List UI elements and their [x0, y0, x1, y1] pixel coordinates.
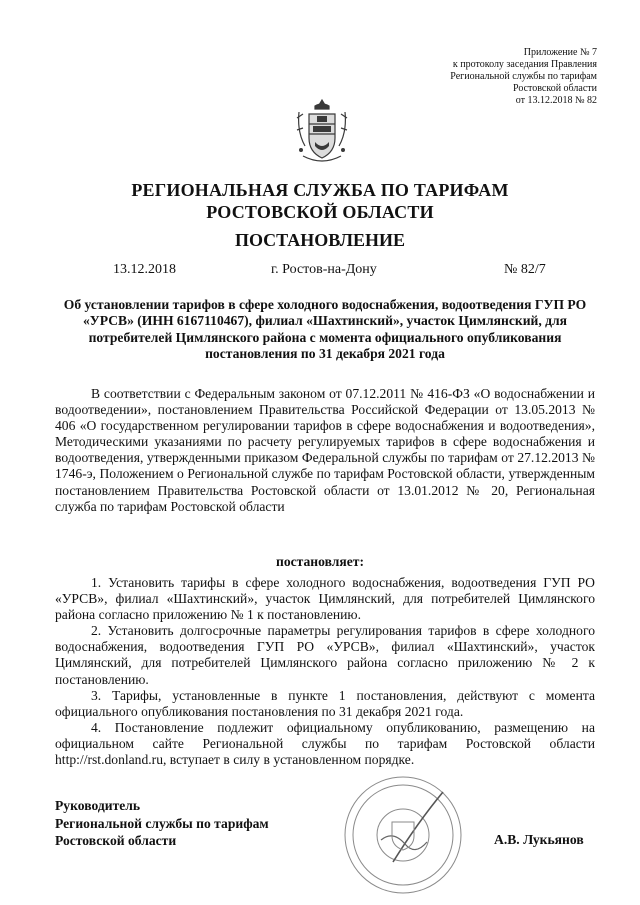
- signer-line: Руководитель: [55, 798, 141, 813]
- resolution-item: 1. Установить тарифы в сфере холодного водоснабжения, водоотведения ГУП РО «УРСВ», филиал «Шахтинский», участок Цимлянский, для потребителей Цимлянского района согласно приложению № 1 к постановлению.: [55, 575, 595, 623]
- resolution-item: 3. Тарифы, установленные в пункте 1 постановления, действуют с момента официального опубликования постановления по 31 декабря 2021 года.: [55, 687, 595, 719]
- signer-title: [55, 797, 269, 850]
- organization-name: [0, 179, 640, 223]
- annex-line: от 13.12.2018 № 82: [515, 95, 597, 106]
- org-line: РЕГИОНАЛЬНАЯ СЛУЖБА ПО ТАРИФАМ: [131, 180, 509, 200]
- signer-line: Ростовской области: [55, 833, 177, 848]
- resolution-items: [55, 575, 595, 768]
- annex-note: [337, 47, 597, 107]
- org-line: РОСТОВСКОЙ ОБЛАСТИ: [206, 202, 434, 222]
- resolution-item: 4. Постановление подлежит официальному опубликованию, размещению на официальном сайте Региональной службы по тарифам Ростовской области http://rst.donland.ru, вступает в силу в установленном порядке.: [55, 719, 595, 768]
- document-date: 13.12.2018: [113, 262, 176, 277]
- resolution-item: 2. Установить долгосрочные параметры регулирования тарифов в сфере холодного водоснабжения, водоотведения ГУП РО «УРСВ», филиал «Шахтинский», участок Цимлянский, для потребителей Цимлянского района согласно приложению № 2 к постановлению.: [55, 623, 595, 687]
- annex-line: к протоколу заседания Правления: [452, 59, 597, 70]
- coat-of-arms-icon: [293, 96, 351, 168]
- document-type: ПОСТАНОВЛЕНИЕ: [234, 230, 406, 250]
- signer-name: А.В. Лукьянов: [494, 832, 584, 847]
- document-city: г. Ростов-на-Дону: [271, 262, 377, 277]
- decides-heading: постановляет:: [276, 554, 364, 569]
- annex-line: Ростовской области: [513, 83, 597, 94]
- official-stamp: [333, 770, 473, 900]
- annex-line: Приложение № 7: [523, 47, 597, 58]
- document-title: Об установлении тарифов в сфере холодного водоснабжения, водоотведения ГУП РО «УРСВ» (ИНН 6167110467), филиал «Шахтинский», участок Цимлянский, для потребителей Цимлянского района с момента официального опубликования постановления по 31 декабря 2021 года: [63, 297, 587, 362]
- preamble-paragraph: В соответствии с Федеральным законом от 07.12.2011 № 416-ФЗ «О водоснабжении и водоотведении», постановлением Правительства Российской Федерации от 13.05.2013 № 406 «О государственном регулировании тарифов в сфере водоснабжения и водоотведения», Методическими указаниями по расчету регулируемых тарифов в сфере водоснабжения и водоотведения, утвержденными приказом Федеральной службы по тарифам от 27.12.2013 № 1746-э, Положением о Региональной службе по тарифам Ростовской области, утвержденным постановлением Правительства Ростовской области от 13.01.2012 № 20, Региональная служба по тарифам Ростовской области: [55, 386, 595, 514]
- annex-line: Региональной службы по тарифам: [450, 71, 597, 82]
- document-number: № 82/7: [504, 262, 546, 277]
- signer-line: Региональной службы по тарифам: [55, 815, 269, 831]
- preamble: [55, 386, 595, 515]
